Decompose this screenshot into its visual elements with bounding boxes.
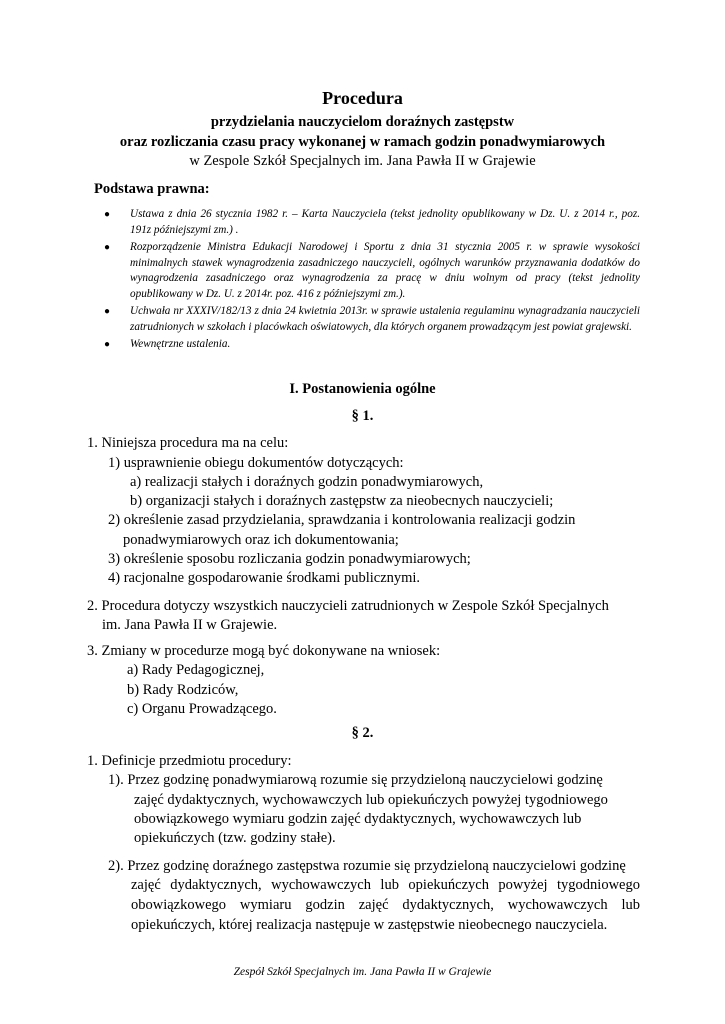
definition-2-rest: zajęć dydaktycznych, wychowawczych lub opiekuńczych powyżej tygodniowego obowiązkowego wymiaru godzin zajęć dydaktycznych, wychowawczych lub opiekuńczych, której realizacja następuje w zastępstwie nieobecnego nauczyciela. xyxy=(131,877,640,933)
section-heading: I. Postanowienia ogólne xyxy=(289,381,436,397)
legal-basis-list xyxy=(100,207,640,355)
definition-1-line-2: zajęć dydaktycznych, wychowawczych lub opiekuńczych powyżej tygodniowego xyxy=(134,792,608,808)
point-1: 1. Niniejsza procedura ma na celu: xyxy=(87,435,289,451)
definition-1-line-1: 1). Przez godzinę ponadwymiarową rozumie się przydzieloną nauczycielowi godzinę xyxy=(108,772,603,788)
subtitle-line-1: przydzielania nauczycielom doraźnych zastępstw xyxy=(210,114,515,130)
legal-basis-item: ● Ustawa z dnia 26 stycznia 1982 r. – Karta Nauczyciela (tekst jednolity opublikowany w Dz. U. z 2014 r., poz. 191z późniejszymi zm.) . xyxy=(104,208,640,236)
bullet-icon: ● xyxy=(104,242,111,253)
point-1-1-a: a) realizacji stałych i doraźnych godzin ponadwymiarowych, xyxy=(130,474,484,490)
point-1-2-line-1: 2) określenie zasad przydzielania, sprawdzania i kontrolowania realizacji godzin xyxy=(108,512,576,528)
point-2-line-2: im. Jana Pawła II w Grajewie. xyxy=(102,617,278,633)
document-title: Procedura xyxy=(322,88,403,108)
subtitle-line-2: oraz rozliczania czasu pracy wykonanej w ramach godzin ponadwymiarowych xyxy=(119,134,606,150)
bullet-icon: ● xyxy=(104,339,111,350)
legal-basis-item: ● Wewnętrzne ustalenia. xyxy=(100,337,640,353)
bullet-icon: ● xyxy=(104,209,111,220)
paragraph-number: § 2. xyxy=(351,725,374,741)
point-3-b: b) Rady Rodziców, xyxy=(127,682,239,698)
point-1-4: 4) racjonalne gospodarowanie środkami publicznymi. xyxy=(108,570,421,586)
legal-basis-heading: Podstawa prawna: xyxy=(94,181,210,197)
point-3-c: c) Organu Prowadzącego. xyxy=(127,701,277,717)
definition-1-line-4: opiekuńczych (tzw. godziny stałe). xyxy=(134,830,336,846)
definition-1-line-3: obowiązkowego wymiaru godzin zajęć dydaktycznych, wychowawczych lub xyxy=(134,811,582,827)
definition-2-line-1: 2). Przez godzinę doraźnego zastępstwa rozumie się przydzieloną nauczycielowi godzinę xyxy=(108,858,626,874)
point-3: 3. Zmiany w procedurze mogą być dokonywane na wniosek: xyxy=(87,643,441,659)
point-1-3: 3) określenie sposobu rozliczania godzin ponadwymiarowych; xyxy=(108,551,471,567)
point-3-a: a) Rady Pedagogicznej, xyxy=(127,662,265,678)
legal-basis-item: ● Rozporządzenie Ministra Edukacji Narodowej i Sportu z dnia 31 stycznia 2005 r. w sprawie wysokości minimalnych stawek wynagrodzenia zasadniczego nauczycieli, ogólnych warunków przyznawania dodatków do wynagrodzenia zasadniczego oraz wynagrodzenia za pracę w dniu wolnym od pracy (tekst jednolity opublikowany w Dz. U. z 2014r. poz. 416 z późniejszymi zm.). xyxy=(104,241,640,300)
point-2-line-1: 2. Procedura dotyczy wszystkich nauczycieli zatrudnionych w Zespole Szkół Specjalnych xyxy=(87,598,609,614)
point-1-1-b: b) organizacji stałych i doraźnych zastępstw za nieobecnych nauczycieli; xyxy=(130,493,554,509)
paragraph-number: § 1. xyxy=(351,408,374,424)
definitions-intro: 1. Definicje przedmiotu procedury: xyxy=(87,753,292,769)
point-1-1: 1) usprawnienie obiegu dokumentów dotyczących: xyxy=(108,455,404,471)
legal-basis-item: ● Uchwała nr XXXIV/182/13 z dnia 24 kwietnia 2013r. w sprawie ustalenia regulaminu wynagradzania nauczycieli zatrudnionych w szkołach i placówkach oświatowych, dla których organem prowadzącym jest powiat grajewski. xyxy=(104,305,640,333)
point-1-2-line-2: ponadwymiarowych oraz ich dokumentowania; xyxy=(123,532,399,548)
subtitle-line-3: w Zespole Szkół Specjalnych im. Jana Pawła II w Grajewie xyxy=(189,153,536,169)
bullet-icon: ● xyxy=(104,306,111,317)
page-footer: Zespół Szkół Specjalnych im. Jana Pawła II w Grajewie xyxy=(233,966,492,978)
